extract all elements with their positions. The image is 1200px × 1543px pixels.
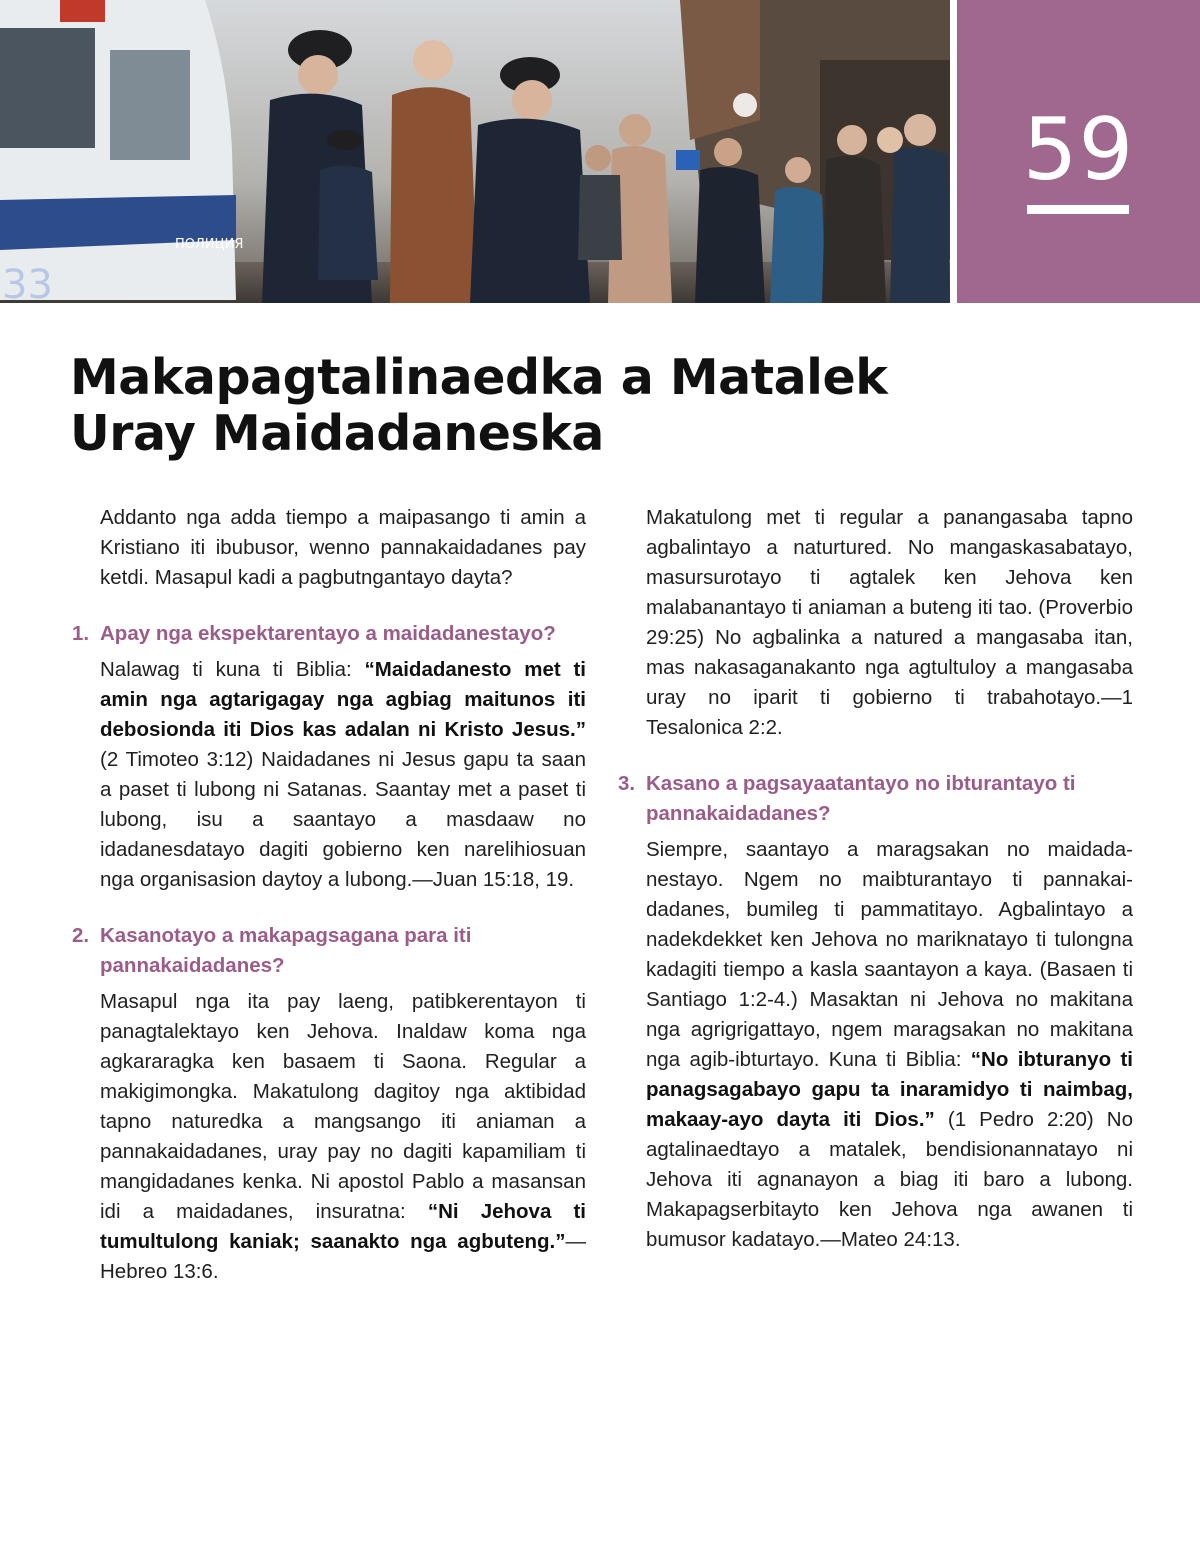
answer-text: Siempre, saantayo a maragsakan no maidadanestayo. Ngem no maibturantayo ti pannakaidadanes, bumileg ti pammatitayo. Agbalintayo a nadekdekket ken Jehova no mariknatayo ti tulongna kadagiti tiempo a kasla saantayon a kaya. (Basaen ti Santiago 1:2-4.) Masaktan ni Jehova no makitana nga agrigrigattayo, ngem maragsakan no makitana nga agib-ibturtayo. Kuna ti Biblia: [646,838,1133,1071]
intro-paragraph: Addanto nga adda tiempo a maipasango ti amin a Kristiano iti ibubusor, wenno pannakaidadanes pay ketdi. Masapul kadi a pagbutngantayo dayta? [100,506,586,589]
answer-2 [72,987,586,1287]
answer-3 [618,835,1133,1255]
question-1 [72,619,586,649]
answer-text: (1 Pedro 2:20) No agtalinaedtayo a matalek, bendisionannatayo ni Jehova iti agnanayon a biag iti baro a lubong. Makapagserbitayto ken Jehova nga awanen ti bumusor kadatayo.—Mateo 24:13. [646,1108,1133,1251]
chapter-number: 59 [1022,100,1135,200]
question-text: Kasanotayo a makapagsagana para iti pannakaidadanes? [100,924,472,977]
answer-text: (2 Timoteo 3:12) Naidadanes ni Jesus gapu ta saan a paset ti lubong ni Satanas. Saantay met a paset ti lubong, isu a saantayo a masdaaw no idadanesdatayo dagiti gobierno ken narelihiosuan nga organisasion daytoy a lubong.—Juan 15:18, 19. [100,748,586,891]
answer-text: —Hebreo 13:6. [100,1230,586,1283]
question-3 [618,769,1133,829]
bible-quote: “No ibturanyo ti panagsagabayo gapu ta inaramidyo ti naimbag, makaay-ayo dayta iti Dios.” [646,1048,1133,1131]
answer-1 [72,655,586,895]
answer-text: Nalawag ti kuna ti Biblia: [100,658,365,681]
chapter-number-box [957,0,1200,303]
van-text: ПОЛИЦИЯ [175,237,244,252]
bible-quote: “Ni Jehova ti tumultulong kaniak; saanakto nga agbuteng.” [100,1200,586,1253]
question-text: Apay nga ekspektarentayo a maidadanestayo? [100,622,556,645]
bible-quote: “Maidadanesto met ti amin nga agtarigagay nga agbiag maitunos iti debosionda iti Dios kas adalan ni Kristo Jesus.” [100,658,586,741]
question-text: Kasano a pagsayaatantayo no ibturantayo ti pannakaidadanes? [646,772,1076,825]
question-number: 2. [72,924,90,947]
answer-2-continued: Makatulong met ti regular a panangasaba tapno agbalintayo a naturtured. No mangaskasabatayo, masursurotayo ti agtalek ken Jehova ken malabanantayo ti aniaman a buteng iti tao. (Proverbio 29:25) No agbalinka a natured a mangasaba itan, mas nakasaganakanto nga agtultuloy a mangasaba uray no iparit ti gobierno ti trabahotayo.—1 Tesalonica 2:2. [646,506,1133,739]
title-line-2: Uray Maidadaneska [70,405,604,462]
header-photo [0,0,950,303]
question-number: 1. [72,622,90,645]
question-number: 3. [618,772,636,795]
van-number: 33 [2,262,53,303]
left-column [72,503,586,1287]
right-column [618,503,1133,1255]
lesson-title [70,350,1130,462]
title-line-1: Makapagtalinaedka a Matalek [70,349,888,406]
answer-text: Masapul nga ita pay laeng, patibkerentayon ti panagtalektayo ken Jehova. Inaldaw koma nga agkararagka ken basaem ti Saona. Regular a makigimongka. Makatulong dagitoy nga aktibidad tapno naturedka a mangsango iti aniaman a pannakaidadanes, uray pay no dagiti kapamiliam ti mangidadanes kenka. Ni apostol Pablo a masansan idi a maidadanes, insuratna: [100,990,586,1223]
chapter-underline [1027,205,1129,214]
question-2 [72,921,586,981]
